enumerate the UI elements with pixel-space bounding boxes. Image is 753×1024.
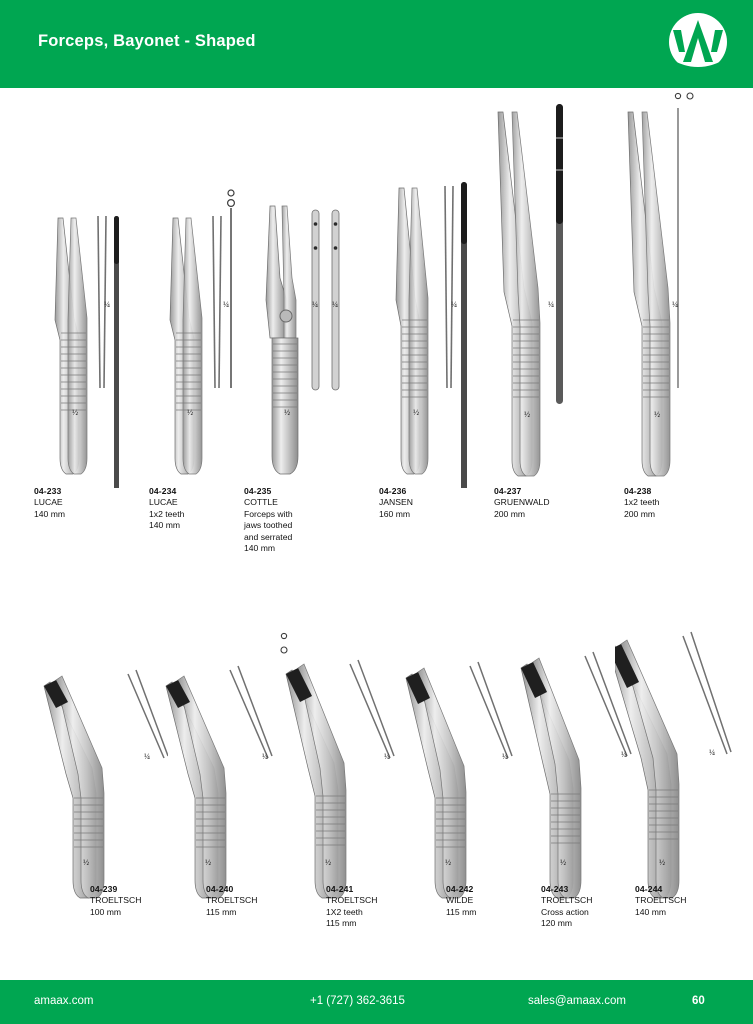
product-name: GRUENWALD xyxy=(494,497,550,508)
product-item[interactable] xyxy=(615,608,735,980)
scale-half-label: ½ xyxy=(187,408,193,417)
product-row-2 xyxy=(0,608,753,980)
product-name: TROELTSCH xyxy=(206,895,258,906)
product-detail-line: 160 mm xyxy=(379,508,411,519)
product-item[interactable] xyxy=(30,88,150,588)
amaax-logo xyxy=(643,0,753,88)
forceps-illustration xyxy=(620,88,740,488)
scale-half-label: ½ xyxy=(560,858,566,867)
scale-quarter-label: ¼ xyxy=(709,748,715,757)
forceps-illustration xyxy=(240,88,360,488)
product-name: TROELTSCH xyxy=(541,895,593,906)
product-name: TROELTSCH xyxy=(635,895,687,906)
product-caption xyxy=(494,486,610,520)
product-detail-line: 1x2 teeth xyxy=(149,508,185,519)
product-name: LUCAE xyxy=(34,497,63,508)
footer-page-number: 60 xyxy=(692,995,705,1007)
forceps-illustration xyxy=(375,88,495,488)
scale-half-label: ½ xyxy=(325,858,331,867)
product-caption xyxy=(635,884,751,918)
product-detail-line: 140 mm xyxy=(635,906,667,917)
scale-half-label: ½ xyxy=(72,408,78,417)
product-item[interactable] xyxy=(240,88,360,588)
product-detail-line: 115 mm xyxy=(206,906,237,917)
product-name: TROELTSCH xyxy=(326,895,378,906)
product-name: TROELTSCH xyxy=(90,895,142,906)
footer-phone[interactable]: +1 (727) 362-3615 xyxy=(310,995,405,1007)
forceps-illustration xyxy=(30,88,150,488)
scale-quarter-label: ¼ xyxy=(332,300,338,309)
scale-quarter-label: ¼ xyxy=(451,300,457,309)
page-header xyxy=(0,0,753,88)
product-detail-line: 140 mm xyxy=(244,543,276,554)
footer-email[interactable]: sales@amaax.com xyxy=(528,995,626,1007)
product-code: 04-243 xyxy=(541,884,569,894)
product-item[interactable] xyxy=(620,88,740,588)
product-code: 04-241 xyxy=(326,884,354,894)
product-detail-line: 200 mm xyxy=(494,508,526,519)
product-code: 04-238 xyxy=(624,486,652,496)
forceps-illustration xyxy=(490,88,610,488)
product-item[interactable] xyxy=(150,608,270,980)
product-caption xyxy=(624,486,740,520)
product-code: 04-236 xyxy=(379,486,407,496)
product-code: 04-239 xyxy=(90,884,118,894)
product-detail-line: 115 mm xyxy=(326,918,357,929)
product-item[interactable] xyxy=(505,608,625,980)
product-item[interactable] xyxy=(28,608,148,980)
footer-website[interactable]: amaax.com xyxy=(34,995,94,1007)
product-name: COTTLE xyxy=(244,497,278,508)
scale-quarter-label: ¼ xyxy=(223,300,229,309)
product-detail-line: 1x2 teeth xyxy=(624,497,660,508)
scale-quarter-label: ¼ xyxy=(502,752,508,761)
product-code: 04-233 xyxy=(34,486,62,496)
product-name: JANSEN xyxy=(379,497,413,508)
product-detail-line: Forceps with xyxy=(244,508,293,519)
product-detail-line: 140 mm xyxy=(34,508,66,519)
product-code: 04-234 xyxy=(149,486,177,496)
product-item[interactable] xyxy=(390,608,510,980)
scale-quarter-label: ¼ xyxy=(312,300,318,309)
product-detail-line: 120 mm xyxy=(541,918,573,929)
product-detail-line: jaws toothed xyxy=(244,520,293,531)
product-detail-line: 140 mm xyxy=(149,520,181,531)
product-row-1 xyxy=(0,88,753,588)
scale-half-label: ½ xyxy=(445,858,451,867)
product-code: 04-237 xyxy=(494,486,522,496)
scale-quarter-label: ¼ xyxy=(621,750,627,759)
product-caption xyxy=(34,486,150,520)
product-item[interactable] xyxy=(270,608,390,980)
product-code: 04-244 xyxy=(635,884,663,894)
scale-half-label: ½ xyxy=(284,408,290,417)
scale-half-label: ½ xyxy=(654,410,660,419)
scale-half-label: ½ xyxy=(524,410,530,419)
product-detail-line: Cross action xyxy=(541,906,589,917)
scale-half-label: ½ xyxy=(205,858,211,867)
product-detail-line: 115 mm xyxy=(446,906,477,917)
product-detail-line: 100 mm xyxy=(90,906,122,917)
product-code: 04-242 xyxy=(446,884,474,894)
product-detail-line: 1X2 teeth xyxy=(326,906,363,917)
product-detail-line: 200 mm xyxy=(624,508,656,519)
scale-half-label: ½ xyxy=(659,858,665,867)
product-name: WILDE xyxy=(446,895,474,906)
scale-quarter-label: ¼ xyxy=(548,300,554,309)
scale-quarter-label: ¼ xyxy=(672,300,678,309)
scale-quarter-label: ¼ xyxy=(384,752,390,761)
page-title: Forceps, Bayonet - Shaped xyxy=(38,32,256,50)
product-item[interactable] xyxy=(375,88,495,588)
page-footer xyxy=(0,980,753,1024)
product-item[interactable] xyxy=(490,88,610,588)
product-code: 04-235 xyxy=(244,486,272,496)
product-detail-line: and serrated xyxy=(244,531,293,542)
catalog-content xyxy=(0,88,753,980)
scale-quarter-label: ¼ xyxy=(144,752,150,761)
scale-half-label: ½ xyxy=(413,408,419,417)
product-caption xyxy=(379,486,495,520)
product-caption xyxy=(244,486,360,554)
scale-quarter-label: ¼ xyxy=(104,300,110,309)
scale-quarter-label: ¼ xyxy=(262,752,268,761)
product-code: 04-240 xyxy=(206,884,234,894)
product-name: LUCAE xyxy=(149,497,178,508)
scale-half-label: ½ xyxy=(83,858,89,867)
